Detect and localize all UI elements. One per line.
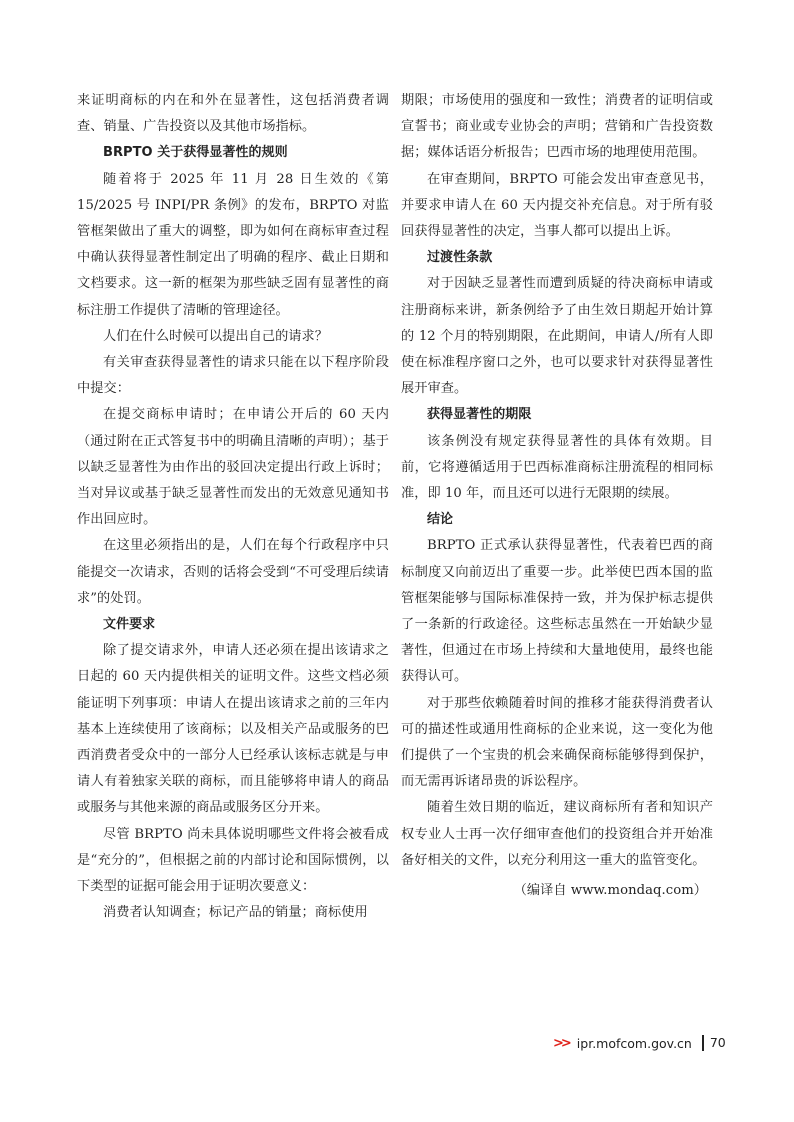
paragraph: 消费者认知调查；标记产品的销量；商标使用 — [103, 905, 368, 921]
footer-website-link[interactable]: ipr.mofcom.gov.cn — [576, 1035, 692, 1051]
left-column — [77, 88, 389, 927]
section-heading: 过渡性条款 — [427, 250, 493, 266]
paragraph: 在这里必须指出的是，人们在每个行政程序中只能提交一次请求，否则的话将会受到“不可受理后续请求”的处罚。 — [77, 538, 389, 606]
section-heading: 结论 — [427, 512, 454, 528]
right-column — [401, 88, 713, 904]
paragraph: 该条例没有规定获得显著性的具体有效期。目前，它将遵循适用于巴西标准商标注册流程的相同标准，即 10 年，而且还可以进行无限期的续展。 — [401, 433, 713, 502]
section-heading: 文件要求 — [103, 617, 156, 633]
paragraph: 在审查期间，BRPTO 可能会发出审查意见书，并要求申请人在 60 天内提交补充信息。对于所有驳回获得显著性的决定，当事人都可以提出上诉。 — [401, 171, 713, 240]
paragraph: 尽管 BRPTO 尚未具体说明哪些文件将会被看成是“充分的”，但根据之前的内部讨论和国际惯例，以下类型的证据可能会用于证明次要意义： — [77, 826, 389, 895]
page-number: 70 — [702, 1035, 730, 1051]
section-heading: 获得显著性的期限 — [427, 407, 532, 423]
section-heading: BRPTO 关于获得显著性的规则 — [103, 145, 288, 161]
paragraph: 对于因缺乏显著性而遭到质疑的待决商标申请或注册商标来讲，新条例给予了由生效日期起开始计算的 12 个月的特别期限，在此期间，申请人/所有人即使在标准程序窗口之外，也可以要求针对获得显著性展开审查。 — [401, 276, 713, 397]
source-credit: （编译自 www.mondaq.com） — [513, 883, 707, 899]
paragraph: 随着生效日期的临近，建议商标所有者和知识产权专业人士再一次仔细审查他们的投资组合并开始准备好相关的文件，以充分利用这一重大的监管变化。 — [401, 800, 713, 868]
paragraph: 人们在什么时候可以提出自己的请求？ — [103, 328, 329, 344]
double-chevron-right-icon: >> — [553, 1035, 569, 1051]
paragraph: BRPTO 正式承认获得显著性，代表着巴西的商标制度又向前迈出了重要一步。此举使巴西本国的监管框架能够与国际标准保持一致，并为保护标志提供了一条新的行政途径。这些标志虽然在一开始缺少显著性，但通过在市场上持续和大量地使用，最终也能获得认可。 — [401, 538, 713, 685]
paragraph: 在提交商标申请时；在申请公开后的 60 天内（通过附在正式答复书中的明确且清晰的声明）；基于以缺乏显著性为由作出的驳回决定提出行政上诉时；当对异议或基于缺乏显著性而发出的无效意见通知书作出回应时。 — [77, 407, 389, 528]
paragraph: 对于那些依赖随着时间的推移才能获得消费者认可的描述性或通用性商标的企业来说，这一变化为他们提供了一个宝贵的机会来确保商标能够得到保护，而无需再诉诸昂贵的诉讼程序。 — [401, 695, 713, 790]
paragraph: 有关审查获得显著性的请求只能在以下程序阶段中提交： — [77, 355, 389, 397]
page-footer — [553, 1033, 725, 1053]
paragraph: 来证明商标的内在和外在显著性，这包括消费者调查、销量、广告投资以及其他市场指标。 — [77, 93, 389, 135]
paragraph: 随着将于 2025 年 11 月 28 日生效的《第 15/2025 号 INPI/PR 条例》的发布，BRPTO 对监管框架做出了重大的调整，即为如何在商标审查过程中确认获得显著性制定出了明确的程序、截止日期和文档要求。这一新的框架为那些缺乏固有显著性的商标注册工作提供了清晰的管理途径。 — [77, 171, 389, 318]
paragraph: 除了提交请求外，申请人还必须在提出该请求之日起的 60 天内提供相关的证明文件。这些文档必须能证明下列事项：申请人在提出该请求之前的三年内基本上连续使用了该商标；以及相关产品或服务的巴西消费者受众中的一部分人已经承认该标志就是与申请人有着独家关联的商标，而且能够将申请人的商品或服务与其他来源的商品或服务区分开来。 — [77, 643, 389, 816]
paragraph: 期限；市场使用的强度和一致性；消费者的证明信或宣誓书；商业或专业协会的声明；营销和广告投资数据；媒体话语分析报告；巴西市场的地理使用范围。 — [401, 93, 713, 161]
